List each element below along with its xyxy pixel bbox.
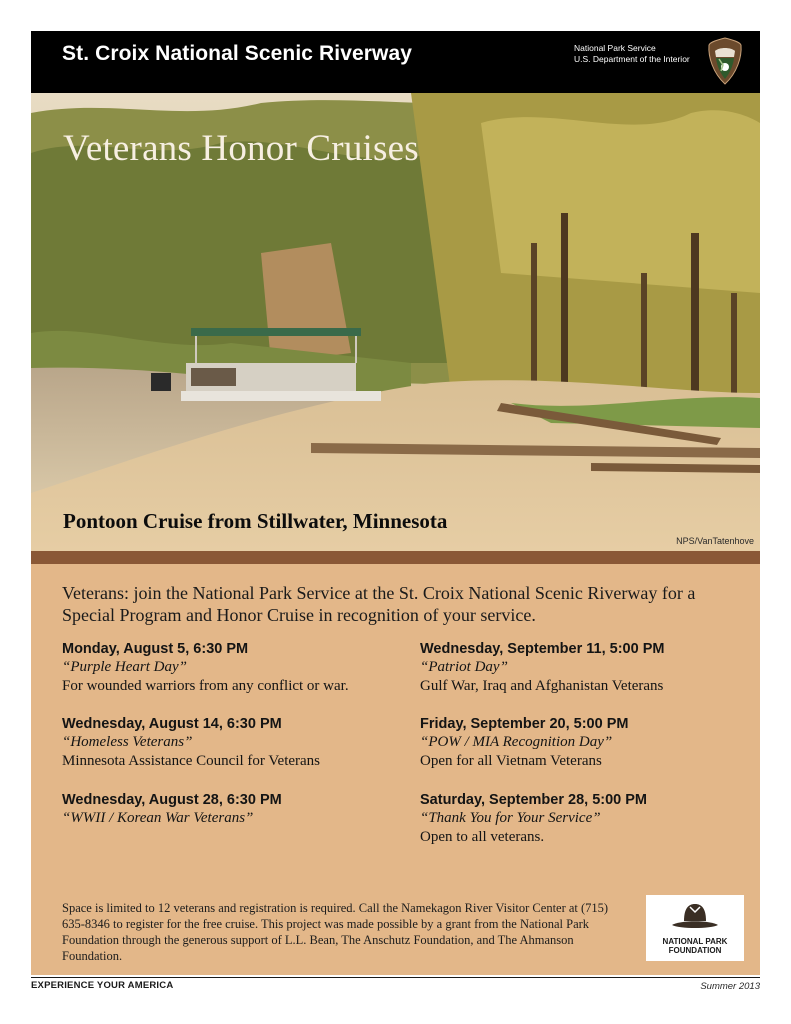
event-name: “WWII / Korean War Veterans”	[62, 810, 254, 826]
event-item	[420, 715, 760, 771]
foundation-name	[646, 937, 744, 955]
divider-stripe	[31, 551, 760, 564]
agency-line-1: National Park Service	[574, 43, 656, 53]
ranger-hat-icon	[670, 901, 720, 935]
foundation-line-2: FOUNDATION	[668, 946, 722, 955]
event-date: Saturday, September 28, 5:00 PM	[420, 792, 647, 808]
event-description: Open to all veterans.	[420, 829, 545, 845]
event-date: Wednesday, August 14, 6:30 PM	[62, 716, 282, 732]
page-title: Veterans Honor Cruises	[63, 128, 419, 169]
event-name: “Thank You for Your Service”	[420, 810, 601, 826]
event-name: “Patriot Day”	[420, 659, 508, 675]
footer-rule	[31, 977, 760, 978]
event-date: Monday, August 5, 6:30 PM	[62, 641, 249, 657]
tagline: EXPERIENCE YOUR AMERICA	[31, 980, 174, 991]
photo-credit: NPS/VanTatenhove	[676, 536, 754, 546]
event-item	[62, 640, 402, 696]
event-name: “Homeless Veterans”	[62, 734, 193, 750]
event-date: Wednesday, August 28, 6:30 PM	[62, 792, 282, 808]
intro-text: Veterans: join the National Park Service at the St. Croix National Scenic Riverway for a Special Program and Honor Cruise in recognition of your service.	[62, 583, 696, 625]
info-panel	[31, 564, 760, 975]
agency-name	[574, 43, 690, 65]
nps-arrowhead-icon	[707, 37, 743, 85]
event-description: For wounded warriors from any conflict or war.	[62, 678, 349, 694]
season-label: Summer 2013	[700, 981, 760, 992]
photo-caption: Pontoon Cruise from Stillwater, Minnesota	[63, 509, 448, 533]
foundation-logo	[646, 895, 744, 961]
foundation-line-1: NATIONAL PARK	[662, 937, 728, 946]
agency-line-2: U.S. Department of the Interior	[574, 54, 690, 64]
event-description: Minnesota Assistance Council for Veterans	[62, 753, 321, 769]
event-item	[420, 791, 760, 847]
hero-photo	[31, 93, 760, 551]
event-item	[420, 640, 760, 696]
park-name: St. Croix National Scenic Riverway	[62, 42, 413, 65]
event-name: “POW / MIA Recognition Day”	[420, 734, 613, 750]
event-description: Open for all Vietnam Veterans	[420, 753, 602, 769]
event-item	[62, 791, 402, 828]
header-bar	[31, 31, 760, 93]
event-name: “Purple Heart Day”	[62, 659, 187, 675]
event-description: Gulf War, Iraq and Afghanistan Veterans	[420, 678, 664, 694]
event-date: Wednesday, September 11, 5:00 PM	[420, 641, 665, 657]
event-item	[62, 715, 402, 771]
registration-note: Space is limited to 12 veterans and registration is required. Call the Namekagon River Visitor Center at (715) 635-8346 to register for the free cruise. This project was made possible by a grant from the National Park Foundation through the generous support of L.L. Bean, The Anschutz Foundation, and The Ahmanson Foundation.	[62, 901, 609, 963]
event-date: Friday, September 20, 5:00 PM	[420, 716, 629, 732]
